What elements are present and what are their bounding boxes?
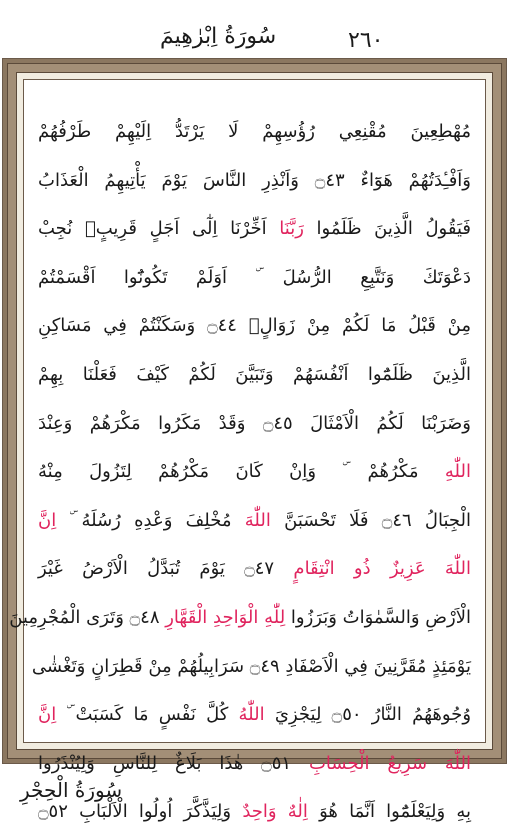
surah-title: سُورَةُ اِبْرٰهِيمَ: [160, 24, 277, 49]
verse-segment: وَضَرَبْنَا لَكُمُ الْاَمْثَالَ ۝٤٥ وَقَدْ مَكَرُوا مَكْرَهُمْ وَعِنْدَ: [38, 412, 472, 434]
page-header: [0, 22, 518, 58]
verse-line: [38, 108, 471, 157]
verse-segment: ۝٥١ هٰذَا بَلَاغٌ لِلنَّاسِ وَلِيُنْذَرُوا: [38, 752, 309, 774]
divine-name-highlight: رَبَّنَا: [279, 218, 304, 240]
divine-name-highlight: اِنَّ: [38, 509, 57, 531]
verse-line: [9, 594, 471, 643]
divine-name-highlight: اللّٰهَ عَزِيزٌ ذُو انْتِقَامٍ: [293, 558, 471, 580]
verse-line: [38, 545, 471, 594]
divine-name-highlight: اللّٰهَ: [244, 509, 271, 531]
divine-name-highlight: اللّٰهُ: [238, 704, 265, 726]
verse-line: [38, 497, 471, 546]
divine-name-highlight: اللّٰهِ: [444, 461, 471, 483]
verse-segment: يَوْمَئِذٍ مُقَرَّنِينَ فِي الْاَصْفَادِ ۝٤٩ سَرَابِيلُهُمْ مِنْ قَطِرَانٍ وَتَغْشٰى: [31, 655, 471, 677]
verse-segment: مِنْ قَبْلُ مَا لَكُمْ مِنْ زَوَالٍۙ ۝٤٤ وَسَكَنْتُمْ فِي مَسَاكِنِ: [38, 315, 471, 337]
verse-text: [9, 108, 472, 837]
divine-name-highlight: اِلٰهٌ وَاحِدٌ: [242, 801, 308, 823]
verse-segment: فَيَقُولُ الَّذِينَ ظَلَمُوا: [303, 218, 471, 240]
next-surah-title: سُورَةُ الْحِجْرِ: [20, 778, 123, 802]
verse-segment: الْجِبَالُ ۝٤٦ فَلَا تَحْسَبَنَّ: [270, 509, 471, 531]
verse-segment: كُلَّ نَفْسٍ مَا كَسَبَتْ ۜ: [56, 704, 239, 726]
verse-line: [38, 157, 471, 206]
verse-line: [38, 691, 471, 740]
verse-line: [38, 302, 471, 351]
verse-segment: وَاَفْـِٔدَتُهُمْ هَوَٓاءٌ ۝٤٣ وَاَنْذِرِ النَّاسَ يَوْمَ يَأْتِيهِمُ الْعَذَابُ: [38, 169, 471, 191]
verse-segment: مُخْلِفَ وَعْدِهِ رُسُلَهُ ۜ: [56, 509, 245, 531]
divine-name-highlight: لِلّٰهِ الْوَاحِدِ الْقَهَّارِ: [165, 606, 286, 628]
divine-name-highlight: اِنَّ: [38, 704, 57, 726]
verse-segment: مَكْرُهُمْ ۜ وَاِنْ كَانَ مَكْرُهُمْ لِتَزُولَ مِنْهُ: [38, 461, 445, 483]
verse-line: [38, 400, 471, 449]
divine-name-highlight: اللّٰهَ سَرِيعُ الْحِسَابِ: [308, 752, 472, 774]
verse-line: [31, 643, 471, 692]
verse-segment: بِهِ وَلِيَعْلَمُٓوا اَنَّمَا هُوَ: [307, 801, 471, 823]
verse-segment: وُجُوهَهُمُ النَّارُ ۝٥٠ لِيَجْزِيَ: [264, 704, 472, 726]
verse-segment: الَّذِينَ ظَلَمُٓوا اَنْفُسَهُمْ وَتَبَيَّنَ لَكُمْ كَيْفَ فَعَلْنَا بِهِمْ: [38, 363, 471, 385]
verse-line: [38, 351, 471, 400]
page-number: ٢٦٠: [348, 28, 384, 53]
verse-segment: اَخِّرْنَا اِلٰٓى اَجَلٍ قَرِيبٍۙ نُجِبْ: [38, 218, 280, 240]
verse-line: [38, 205, 471, 254]
verse-segment: ۝٤٨ وَتَرَى الْمُجْرِمِينَ: [9, 606, 166, 628]
verse-segment: وَلِيَذَّكَّرَ اُولُوا الْاَلْبَابِ ۝٥٢: [38, 801, 243, 823]
verse-segment: دَعْوَتَكَ وَنَتَّبِعِ الرُّسُلَ ۜ اَوَلَمْ تَكُونُٓوا اَقْسَمْتُمْ: [38, 266, 471, 288]
verse-line: [38, 448, 471, 497]
verse-segment: مُهْطِعِينَ مُقْنِعِي رُؤُسِهِمْ لَا يَرْتَدُّ اِلَيْهِمْ طَرْفُهُمْ: [38, 121, 471, 142]
verse-segment: الْاَرْضِ وَالسَّمٰوَاتُ وَبَرَزُوا: [285, 606, 471, 628]
verse-line: [38, 254, 471, 303]
verse-segment: ۝٤٧ يَوْمَ تُبَدَّلُ الْاَرْضُ غَيْرَ: [38, 558, 294, 580]
